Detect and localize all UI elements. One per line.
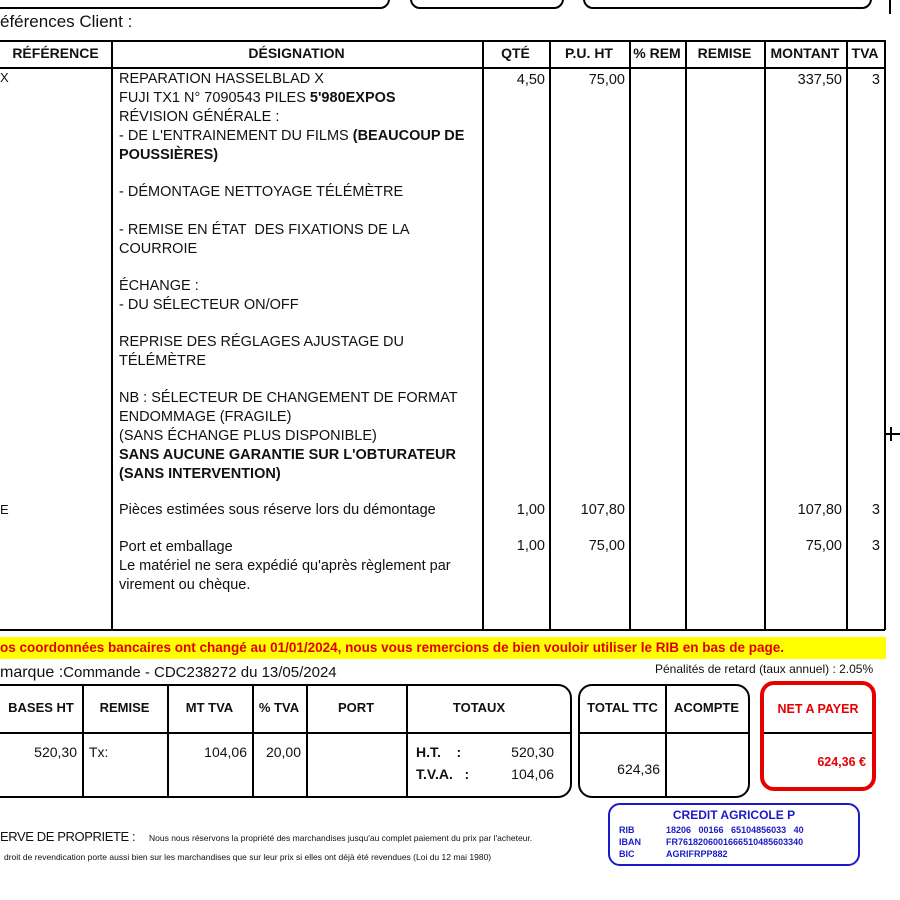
row2-reference: E [0, 502, 9, 517]
row1-tva: 3 [871, 72, 880, 88]
late-penalties: Pénalités de retard (taux annuel) : 2.05% [655, 662, 874, 676]
row2-qte: 1,00 [516, 502, 545, 518]
ht-value: 520,30 [511, 744, 554, 760]
row2-pu: 107,80 [580, 502, 625, 518]
row1-montant: 337,50 [797, 72, 842, 88]
designation-line: ENDOMMAGE (FRAGILE) [119, 409, 292, 425]
header-box-right [583, 0, 872, 9]
header-box-left [0, 0, 390, 9]
row3-tva: 3 [871, 538, 880, 554]
designation-line: (SANS ÉCHANGE PLUS DISPONIBLE) [119, 428, 377, 444]
header-box-middle [410, 0, 564, 9]
designation-line: REPRISE DES RÉGLAGES AJUSTAGE DU [119, 334, 404, 350]
designation-line: Port et emballage [119, 539, 233, 555]
row2-montant: 107,80 [797, 502, 842, 518]
reserve-line-2: droit de revendication porte aussi bien sur les marchandises que sur leur prix si elles ont déjà été revendues (Loi du 12 mai 1980) [4, 852, 492, 862]
mt-tva-value: 104,06 [204, 744, 247, 760]
tva-value: 104,06 [511, 766, 554, 782]
row3-pu: 75,00 [588, 538, 625, 554]
page-edge-mark [890, 427, 892, 441]
col-header-pct-rem: % REM [633, 45, 681, 61]
net-a-payer-value: 624,36 € [817, 755, 866, 769]
row3-montant: 75,00 [805, 538, 842, 554]
bank-change-notice-text: os coordonnées bancaires ont changé au 01/01/2024, nous vous remercions de bien vouloir utiliser le RIB en bas de page. [0, 640, 784, 655]
bank-iban-label: IBAN [619, 837, 641, 847]
bank-rib-label: RIB [619, 825, 635, 835]
bank-bic-label: BIC [619, 849, 635, 859]
ht-label: H.T. : [416, 744, 462, 760]
designation-line: (SANS INTERVENTION) [119, 466, 281, 482]
page-edge-mark [886, 433, 900, 435]
designation-line: NB : SÉLECTEUR DE CHANGEMENT DE FORMAT [119, 390, 458, 406]
col-header-tva: TVA [851, 45, 879, 61]
designation-line: FUJI TX1 N° 7090543 PILES 5'980EXPOS [119, 90, 396, 106]
total-ttc-value: 624,36 [617, 761, 660, 777]
designation-line: Le matériel ne sera expédié qu'après règlement par [119, 558, 451, 574]
row2-tva: 3 [871, 502, 880, 518]
row3-qte: 1,00 [516, 538, 545, 554]
remark-label: marque : [0, 664, 64, 681]
remark [0, 664, 337, 682]
totals-header-totaux: TOTAUX [452, 700, 506, 715]
bank-name: CREDIT AGRICOLE P [672, 808, 796, 822]
pct-tva-value: 20,00 [265, 744, 301, 760]
designation-line: - REMISE EN ÉTAT DES FIXATIONS DE LA [119, 222, 410, 238]
remise-label: Tx: [89, 744, 109, 760]
bank-rib: 18206 00166 65104856033 40 [666, 825, 804, 835]
totals-header-bases-ht: BASES HT [8, 700, 74, 715]
totals-header-pct-tva: % TVA [258, 700, 300, 715]
reserve-title: ERVE DE PROPRIETE : [0, 829, 136, 844]
remark-value: Commande - CDC238272 du 13/05/2024 [63, 664, 337, 681]
references-label: éférences Client : [0, 12, 133, 31]
designation-line: - DE L'ENTRAINEMENT DU FILMS (BEAUCOUP DE [119, 128, 465, 144]
row2-designation: Pièces estimées sous réserve lors du démontage [119, 502, 436, 518]
designation-line: virement ou chèque. [119, 577, 251, 593]
col-header-designation: DÉSIGNATION [248, 45, 345, 61]
designation-line: RÉVISION GÉNÉRALE : [119, 109, 280, 125]
row1-reference: X [0, 70, 9, 85]
totals-header-mt-tva: MT TVA [185, 700, 234, 715]
designation-line: POUSSIÈRES) [119, 147, 219, 163]
net-a-payer-label: NET A PAYER [777, 702, 859, 716]
reserve-line-1: Nous nous réservons la propriété des marchandises jusqu'au complet paiement du prix par l'acheteur. [149, 833, 533, 843]
col-header-qte: QTÉ [501, 45, 530, 61]
designation-line: ÉCHANGE : [119, 278, 199, 294]
tva-label: T.V.A. : [416, 766, 470, 782]
bank-iban: FR7618206001666510485603340 [666, 837, 804, 847]
row1-qte: 4,50 [516, 72, 545, 88]
bases-ht-value: 520,30 [34, 744, 77, 760]
totals-header-port: PORT [337, 700, 375, 715]
net-a-payer-box [760, 681, 876, 791]
col-header-reference: RÉFÉRENCE [12, 45, 99, 61]
designation-line: COURROIE [119, 241, 198, 257]
totals-header-acompte: ACOMPTE [674, 700, 739, 715]
bank-bic: AGRIFRPP882 [666, 849, 728, 859]
margin-mark [889, 0, 891, 14]
col-header-pu-ht: P.U. HT [565, 45, 613, 61]
totals-header-remise: REMISE [99, 700, 150, 715]
designation-line: SANS AUCUNE GARANTIE SUR L'OBTURATEUR [119, 447, 456, 463]
designation-line: TÉLÉMÈTRE [119, 353, 207, 369]
designation-line: REPARATION HASSELBLAD X [119, 71, 324, 87]
col-header-remise: REMISE [697, 45, 752, 61]
row1-pu: 75,00 [588, 72, 625, 88]
totals-header-total-ttc: TOTAL TTC [587, 700, 658, 715]
col-header-montant: MONTANT [770, 45, 840, 61]
designation-line: - DÉMONTAGE NETTOYAGE TÉLÉMÈTRE [119, 184, 404, 200]
designation-line: - DU SÉLECTEUR ON/OFF [119, 297, 299, 313]
